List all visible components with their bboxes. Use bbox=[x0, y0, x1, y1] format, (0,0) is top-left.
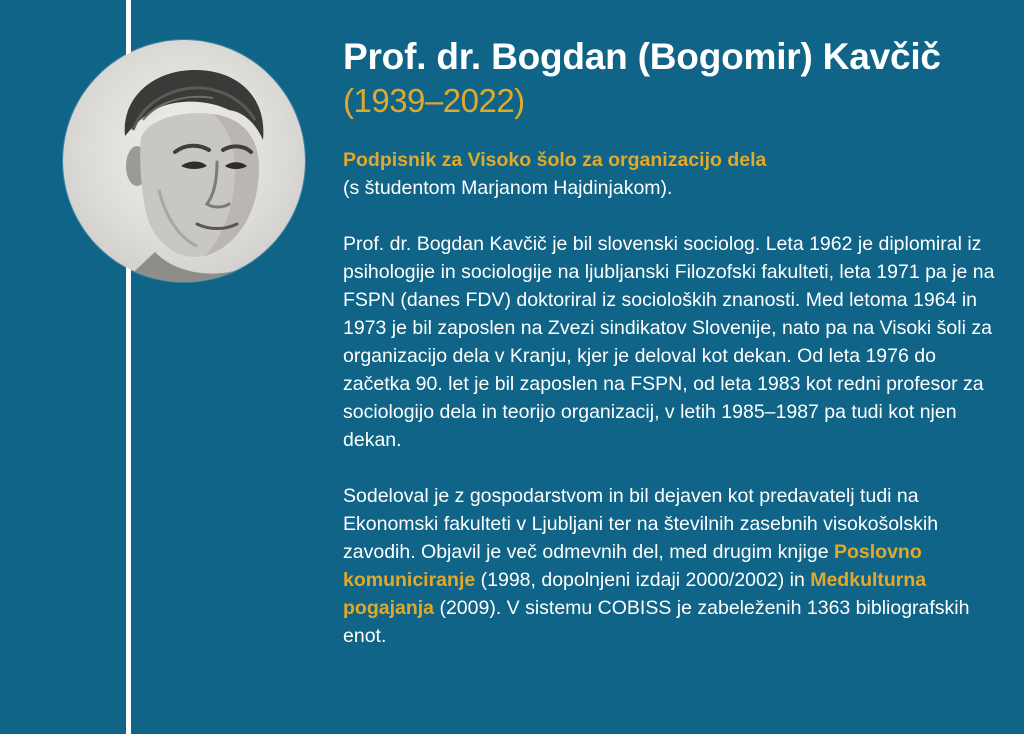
works-paragraph bbox=[343, 482, 1003, 650]
signatory-note: (s študentom Marjanom Hajdinjakom). bbox=[343, 177, 673, 199]
signatory-role: Podpisnik za Visoko šolo za organizacijo dela bbox=[343, 149, 767, 171]
biography-paragraph: Prof. dr. Bogdan Kavčič je bil slovenski sociolog. Leta 1962 je diplomiral iz psihologije in sociologije na ljubljanski Filozofski fakulteti, leta 1971 pa je na FSPN (danes FDV) doktoriral iz socioloških znanosti. Med letoma 1964 in 1973 je bil zaposlen na Zvezi sindikatov Slovenije, nato pa na Visoki šoli za organizacijo dela v Kranju, kjer je deloval kot dekan. Od leta 1976 do začetka 90. let je bil zaposlen na FSPN, od leta 1983 kot redni profesor za sociologijo dela in teorijo organizacij, v letih 1985–1987 pa tudi kot njen dekan. bbox=[343, 233, 995, 451]
content-column bbox=[343, 34, 1003, 650]
portrait-photo bbox=[63, 40, 305, 282]
portrait-illustration bbox=[63, 40, 305, 282]
book-title-poslovno-komuniciranje: Poslovno komuniciranje bbox=[343, 541, 922, 591]
works-text-1: Sodeloval je z gospodarstvom in bil dejaven kot predavatelj tudi na Ekonomski fakulteti v Ljubljani ter na številnih zasebnih visokošolskih zavodih. Objavil je več odmevnih del, med drugim knjige bbox=[343, 485, 939, 563]
book-title-medkulturna-pogajanja: Medkulturna pogajanja bbox=[343, 569, 927, 619]
person-name-heading: Prof. dr. Bogdan (Bogomir) Kavčič bbox=[343, 36, 941, 77]
works-text-2: (1998, dopolnjeni izdaji 2000/2002) in bbox=[475, 569, 811, 591]
life-years: (1939–2022) bbox=[343, 82, 525, 119]
works-text-3: (2009). V sistemu COBISS je zabeleženih 1363 bibliografskih enot. bbox=[343, 597, 970, 647]
intro-paragraph bbox=[343, 146, 1003, 202]
